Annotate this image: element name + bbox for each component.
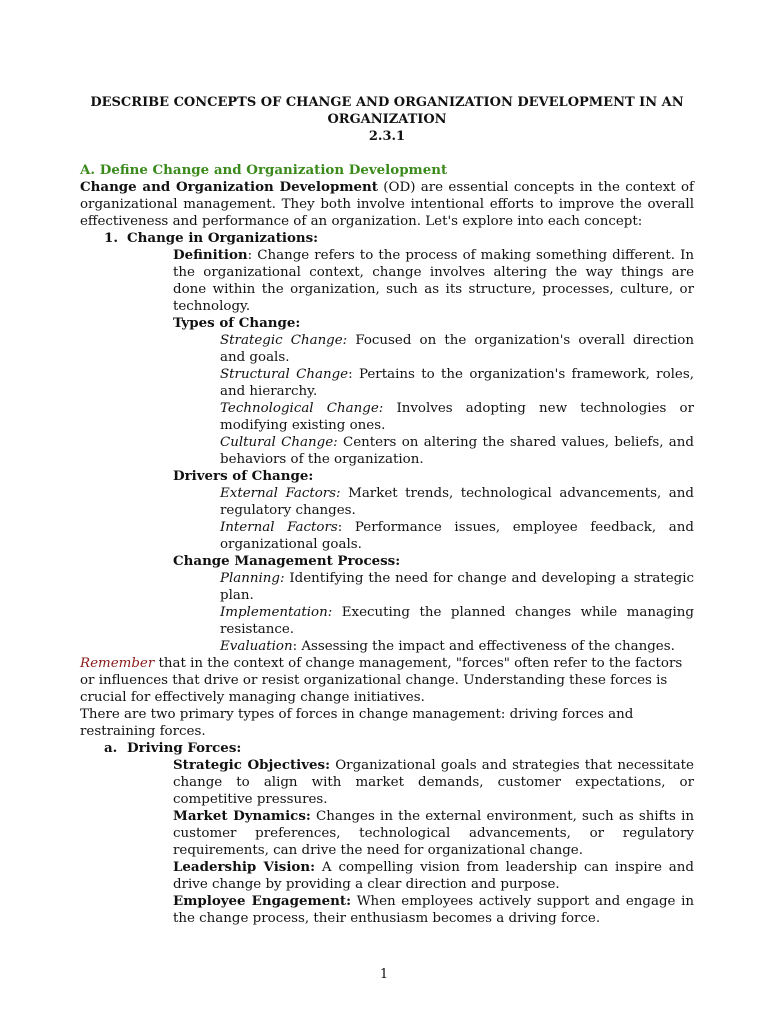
type-text: Centers on altering the shared values, beliefs, and behaviors of the organization.: [220, 435, 694, 467]
force-label: Strategic Objectives:: [173, 757, 331, 773]
type-label: Cultural Change:: [220, 435, 338, 450]
document-title: [80, 94, 694, 145]
item-a-label: Driving Forces:: [127, 740, 242, 756]
item-1-label: Change in Organizations:: [127, 230, 319, 246]
remember-label: Remember: [80, 656, 155, 671]
driver-internal: [80, 519, 694, 553]
driving-force-market-dynamics: [80, 808, 694, 859]
driving-force-leadership-vision: [80, 859, 694, 893]
type-text: Involves adopting new technologies or modifying existing ones.: [220, 401, 694, 433]
types-of-change-heading: Types of Change:: [173, 315, 301, 331]
driving-force-strategic-objectives: [80, 757, 694, 808]
process-implementation: [80, 604, 694, 638]
intro-text: (OD) are essential concepts in the context of organizational management. They both involve intentional efforts to improve the overall effectiveness and performance of an organization. Let's explore into each concept:: [80, 180, 694, 229]
page-number: 1: [379, 967, 389, 982]
title-line-3: 2.3.1: [368, 129, 406, 144]
driver-text: : Performance issues, employee feedback, and organizational goals.: [220, 520, 694, 552]
definition-label: Definition: [173, 247, 248, 263]
forces-intro-paragraph: There are two primary types of forces in change management: driving forces and restraining forces.: [80, 707, 634, 739]
type-label: Structural Change: [220, 367, 349, 382]
title-line-1: DESCRIBE CONCEPTS OF CHANGE AND ORGANIZATION DEVELOPMENT IN AN: [90, 95, 684, 110]
force-label: Employee Engagement:: [173, 893, 352, 909]
force-label: Leadership Vision:: [173, 859, 316, 875]
process-label: Implementation:: [220, 605, 333, 620]
type-structural: [80, 366, 694, 400]
item-1-number: 1.: [104, 230, 118, 246]
type-text: Focused on the organization's overall direction and goals.: [220, 333, 694, 365]
title-line-2: ORGANIZATION: [327, 112, 447, 127]
remember-paragraph: [80, 655, 694, 706]
section-a-intro: [80, 179, 694, 230]
force-text: When employees actively support and engage in the change process, their enthusiasm becomes a driving force.: [173, 894, 694, 926]
type-strategic: [80, 332, 694, 366]
intro-bold-term: Change and Organization Development: [80, 179, 378, 195]
section-a-heading: A. Define Change and Organization Development: [80, 162, 448, 178]
force-text: Organizational goals and strategies that necessitate change to align with market demands, customer expectations, or competitive pressures.: [173, 758, 694, 807]
drivers-of-change-heading: Drivers of Change:: [173, 468, 314, 484]
type-label: Technological Change:: [220, 401, 384, 416]
change-management-process-heading: Change Management Process:: [173, 553, 401, 569]
type-technological: [80, 400, 694, 434]
item-1-heading: [80, 230, 694, 247]
driver-text: Market trends, technological advancements, and regulatory changes.: [220, 486, 694, 518]
force-text: A compelling vision from leadership can inspire and drive change by providing a clear direction and purpose.: [173, 860, 694, 892]
process-label: Evaluation: [220, 639, 293, 654]
process-evaluation: [80, 638, 694, 655]
document-body: [80, 162, 694, 927]
driver-label: External Factors:: [220, 486, 341, 501]
type-text: : Pertains to the organization's framework, roles, and hierarchy.: [220, 367, 694, 399]
process-planning: [80, 570, 694, 604]
force-text: Changes in the external environment, such as shifts in customer preferences, technological advancements, or regulatory requirements, can drive the need for organizational change.: [173, 809, 694, 858]
definition-text: : Change refers to the process of making something different. In the organizational context, change involves altering the way things are done within the organization, such as its structure, processes, culture, or technology.: [173, 248, 694, 314]
force-label: Market Dynamics:: [173, 808, 311, 824]
process-label: Planning:: [220, 571, 285, 586]
remember-text: that in the context of change management, "forces" often refer to the factors or influences that drive or resist organizational change. Understanding these forces is crucial for effectively managing change initiatives.: [80, 656, 683, 705]
definition-paragraph: [80, 247, 694, 315]
process-text: : Assessing the impact and effectiveness of the changes.: [292, 639, 675, 654]
driver-external: [80, 485, 694, 519]
item-a-number: a.: [104, 740, 118, 756]
driving-force-employee-engagement: [80, 893, 694, 927]
driver-label: Internal Factors: [220, 520, 338, 535]
item-a-heading: [80, 740, 694, 757]
process-text: Identifying the need for change and developing a strategic plan.: [220, 571, 694, 603]
process-text: Executing the planned changes while managing resistance.: [220, 605, 694, 637]
type-cultural: [80, 434, 694, 468]
type-label: Strategic Change:: [220, 333, 348, 348]
